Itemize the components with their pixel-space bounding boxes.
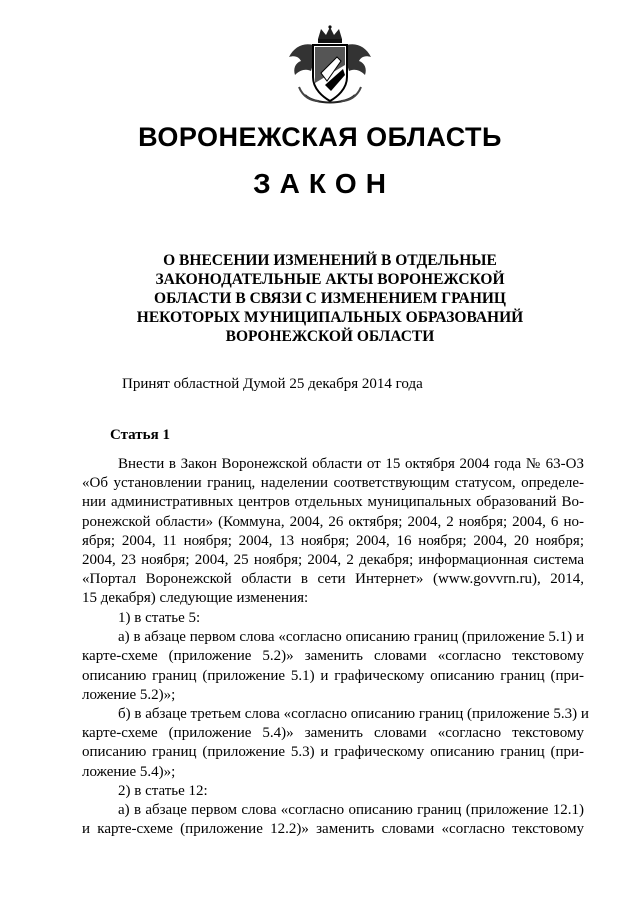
item-title: 2) в статье 12: bbox=[118, 783, 208, 799]
text-line: карте-схеме (приложение 5.2)» заменить словами «согласно текстовому bbox=[82, 648, 584, 665]
text-line: 2004, 23 ноября; 2004, 25 ноября; 2004, 2 декабря; информационная система bbox=[82, 552, 584, 569]
text-line: «Об установлении границ, наделении соответствующим статусом, определе- bbox=[82, 475, 584, 492]
item-title: 1) в статье 5: bbox=[118, 610, 201, 626]
text-line: описанию границ (приложение 5.1) и графическому описанию границ (при- bbox=[82, 667, 584, 684]
text-line: «Портал Воронежской области в сети Интернет» (www.govvrn.ru), 2014, bbox=[82, 571, 584, 588]
text-line: а) в абзаце первом слова «согласно описанию границ (приложение 12.1) bbox=[118, 802, 584, 819]
text-line: нии административных центров отдельных муниципальных образований Во- bbox=[82, 494, 584, 511]
law-title: ЗАКОН bbox=[253, 168, 395, 199]
intro-paragraph bbox=[82, 455, 584, 609]
text-line: а) в абзаце первом слова «согласно описанию границ (приложение 5.1) и bbox=[118, 629, 584, 646]
text-line: 15 декабря) следующие изменения: bbox=[82, 590, 309, 607]
text-line: ября; 2004, 11 ноября; 2004, 13 ноября; 2004, 16 ноября; 2004, 20 ноября; bbox=[82, 532, 584, 549]
item-2 bbox=[82, 782, 584, 840]
text-line: Внести в Закон Воронежской области от 15 октября 2004 года № 63-ОЗ bbox=[118, 456, 584, 472]
item-1 bbox=[82, 609, 589, 782]
text-line: ронежской области» (Коммуна, 2004, 26 октября; 2004, 2 ноября; 2004, 6 но- bbox=[82, 513, 584, 530]
law-heading: О ВНЕСЕНИИ ИЗМЕНЕНИЙ В ОТДЕЛЬНЫЕ ЗАКОНОДАТЕЛЬНЫЕ АКТЫ ВОРОНЕЖСКОЙ ОБЛАСТИ В СВЯЗИ С ИЗМЕНЕНИЕМ ГРАНИЦ НЕКОТОРЫХ МУНИЦИПАЛЬНЫХ ОБРАЗОВАНИЙ ВОРОНЕЖСКОЙ ОБЛАСТИ bbox=[136, 252, 524, 345]
region-title: ВОРОНЕЖСКАЯ ОБЛАСТЬ bbox=[138, 122, 502, 152]
adopted-date: Принят областной Думой 25 декабря 2014 года bbox=[122, 376, 423, 392]
text-line: карте-схеме (приложение 5.4)» заменить словами «согласно текстовому bbox=[82, 725, 584, 742]
article-title: Статья 1 bbox=[110, 427, 170, 443]
text-line: ложение 5.2)»; bbox=[82, 686, 176, 703]
text-line: ложение 5.4)»; bbox=[82, 763, 176, 780]
text-line: и карте-схеме (приложение 12.2)» заменить словами «согласно текстовому bbox=[82, 821, 584, 838]
text-line: б) в абзаце третьем слова «согласно описанию границ (приложение 5.3) и bbox=[118, 706, 589, 723]
text-line: описанию границ (приложение 5.3) и графическому описанию границ (при- bbox=[82, 744, 584, 761]
coat-of-arms-icon bbox=[285, 25, 375, 107]
